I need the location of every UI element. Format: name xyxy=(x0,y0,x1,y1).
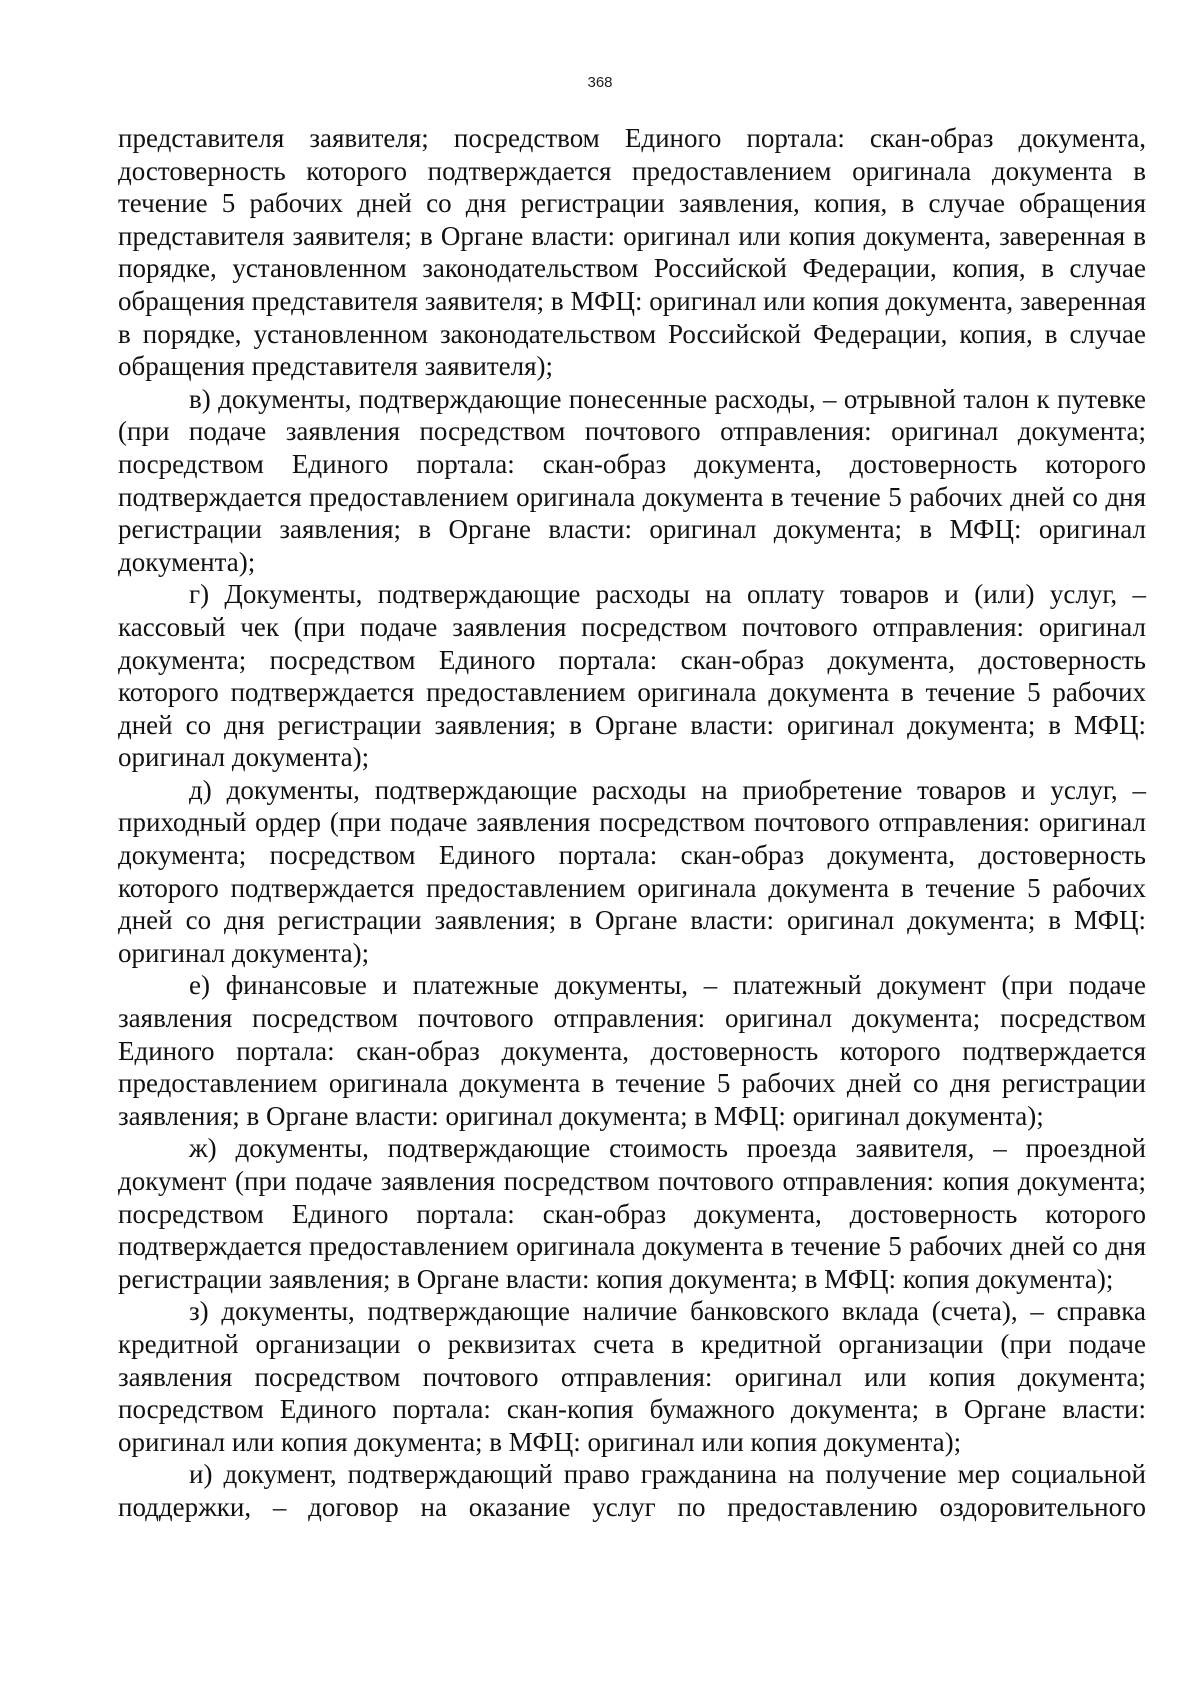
paragraph-item-v: в) документы, подтверждающие понесенные расходы, – отрывной талон к путевке (при подаче заявления посредством почтового отправления: оригинал документа; посредством Единого портала: скан-образ документа, достоверность которого подтверждается предоставлением оригинала документа в течение 5 рабочих дней со дня регистрации заявления; в Органе власти: оригинал документа; в МФЦ: оригинал документа); xyxy=(118,383,1146,577)
paragraph-item-z: з) документы, подтверждающие наличие банковского вклада (счета), – справка кредитной организации о реквизитах счета в кредитной организации (при подаче заявления посредством почтового отправления: оригинал или копия документа; посредством Единого портала: скан-копия бумажного документа; в Органе власти: оригинал или копия документа; в МФЦ: оригинал или копия документа); xyxy=(118,1296,1146,1457)
paragraph-item-g: г) Документы, подтверждающие расходы на оплату товаров и (или) услуг, – кассовый чек (при подаче заявления посредством почтового отправления: оригинал документа; посредством Единого портала: скан-образ документа, достоверность которого подтверждается предоставлением оригинала документа в течение 5 рабочих дней со дня регистрации заявления; в Органе власти: оригинал документа; в МФЦ: оригинал документа); xyxy=(118,579,1146,773)
paragraph-continuation: представителя заявителя; посредством Единого портала: скан-образ документа, достоверность которого подтверждается предоставлением оригинала документа в течение 5 рабочих дней со дня регистрации заявления, копия, в случае обращения представителя заявителя; в Органе власти: оригинал или копия документа, заверенная в порядке, установленном законодательством Российской Федерации, копия, в случае обращения представителя заявителя; в МФЦ: оригинал или копия документа, заверенная в порядке, установленном законодательством Российской Федерации, копия, в случае обращения представителя заявителя); xyxy=(118,123,1146,382)
paragraph-item-zh: ж) документы, подтверждающие стоимость проезда заявителя, – проездной документ (при подаче заявления посредством почтового отправления: копия документа; посредством Единого портала: скан-образ документа, достоверность которого подтверждается предоставлением оригинала документа в течение 5 рабочих дней со дня регистрации заявления; в Органе власти: копия документа; в МФЦ: копия документа); xyxy=(118,1133,1146,1294)
paragraph-item-e: е) финансовые и платежные документы, – платежный документ (при подаче заявления посредством почтового отправления: оригинал документа; посредством Единого портала: скан-образ документа, достоверность которого подтверждается предоставлением оригинала документа в течение 5 рабочих дней со дня регистрации заявления; в Органе власти: оригинал документа; в МФЦ: оригинал документа); xyxy=(118,970,1146,1131)
page-number: 368 xyxy=(587,74,613,91)
paragraph-item-i: и) документ, подтверждающий право гражданина на получение мер социальной поддержки, – договор на оказание услуг по предоставлению оздоровительного xyxy=(118,1459,1146,1522)
document-body xyxy=(118,122,1146,1524)
paragraph-item-d: д) документы, подтверждающие расходы на приобретение товаров и услуг, – приходный ордер (при подаче заявления посредством почтового отправления: оригинал документа; посредством Единого портала: скан-образ документа, достоверность которого подтверждается предоставлением оригинала документа в течение 5 рабочих дней со дня регистрации заявления; в Органе власти: оригинал документа; в МФЦ: оригинал документа); xyxy=(118,774,1146,968)
